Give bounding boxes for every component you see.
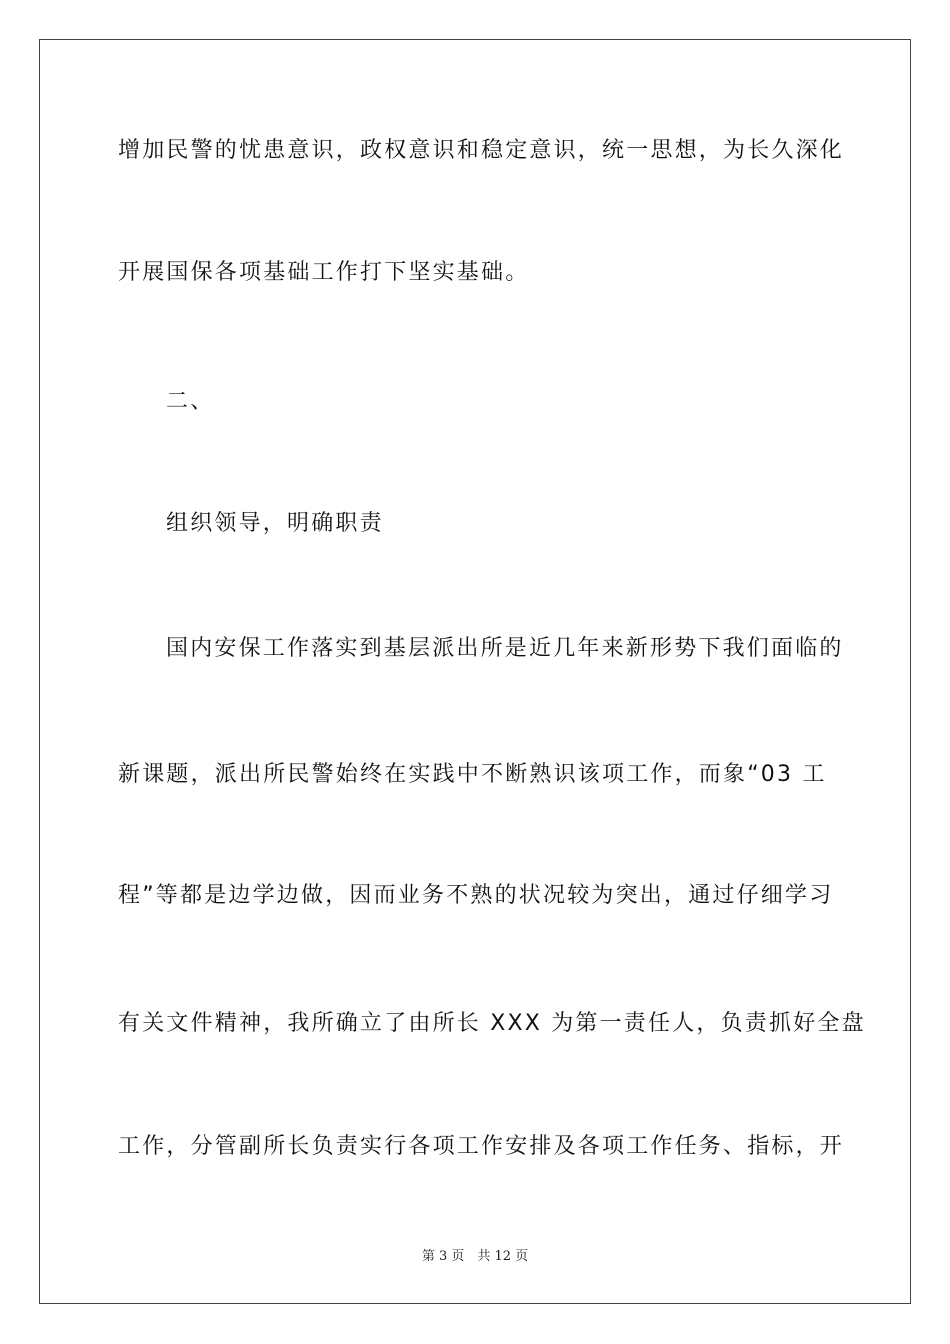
body-text-line: 国内安保工作落实到基层派出所是近几年来新形势下我们面临的 bbox=[166, 636, 844, 661]
page-number-footer: 第 3 页 共 12 页 bbox=[421, 1249, 529, 1264]
body-text-line: 开展国保各项基础工作打下坚实基础。 bbox=[118, 260, 530, 285]
body-text-line: 增加民警的忧患意识，政权意识和稳定意识，统一思想，为长久深化 bbox=[118, 138, 845, 163]
body-text-line: 程”等都是边学边做，因而业务不熟的状况较为突出，通过仔细学习 bbox=[118, 883, 834, 908]
section-number: 二、 bbox=[166, 389, 215, 414]
page-border bbox=[39, 39, 911, 1304]
section-heading: 组织领导，明确职责 bbox=[166, 511, 384, 536]
body-text-line: 新课题，派出所民警始终在实践中不断熟识该项工作，而象“03 工 bbox=[118, 762, 827, 787]
body-text-line: 有关文件精神，我所确立了由所长 XXX 为第一责任人，负责抓好全盘 bbox=[118, 1011, 866, 1036]
body-text-line: 工作，分管副所长负责实行各项工作安排及各项工作任务、指标，开 bbox=[118, 1134, 845, 1159]
